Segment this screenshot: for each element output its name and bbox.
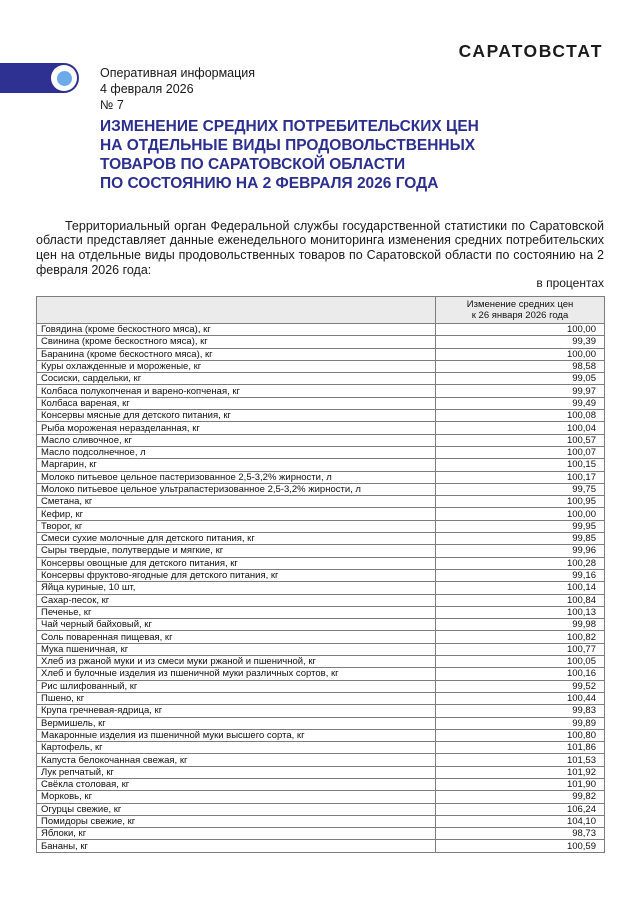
table-row [37, 791, 605, 803]
product-name-cell: Капуста белокочанная свежая, кг [37, 754, 436, 766]
table-row [37, 840, 605, 852]
table-row [37, 373, 605, 385]
table-row [37, 348, 605, 360]
product-name-cell: Говядина (кроме бескостного мяса), кг [37, 324, 436, 336]
table-row [37, 705, 605, 717]
table-row [37, 656, 605, 668]
product-name-cell: Вермишель, кг [37, 717, 436, 729]
product-name-cell: Пшено, кг [37, 692, 436, 704]
product-name-cell: Мука пшеничная, кг [37, 643, 436, 655]
value-header-line-1: Изменение средних цен [466, 298, 574, 310]
table-row [37, 569, 605, 581]
table-row [37, 496, 605, 508]
price-change-cell: 99,97 [436, 385, 605, 397]
table-row [37, 459, 605, 471]
table-row [37, 828, 605, 840]
table-row [37, 643, 605, 655]
table-row [37, 754, 605, 766]
table-row [37, 692, 605, 704]
table-row [37, 619, 605, 631]
table-row [37, 742, 605, 754]
price-change-cell: 100,08 [436, 410, 605, 422]
price-change-cell: 101,90 [436, 778, 605, 790]
product-name-cell: Молоко питьевое цельное пастеризованное 2,5-3,2% жирности, л [37, 471, 436, 483]
release-date: 4 февраля 2026 [100, 82, 194, 96]
product-name-cell: Рис шлифованный, кг [37, 680, 436, 692]
price-change-cell: 100,17 [436, 471, 605, 483]
product-name-cell: Соль поваренная пищевая, кг [37, 631, 436, 643]
product-name-cell: Колбаса вареная, кг [37, 397, 436, 409]
logo-ring-icon [51, 65, 77, 91]
table-row [37, 397, 605, 409]
table-row [37, 533, 605, 545]
price-change-cell: 100,28 [436, 557, 605, 569]
table-row [37, 766, 605, 778]
table-row [37, 717, 605, 729]
price-change-cell: 99,49 [436, 397, 605, 409]
table-row [37, 803, 605, 815]
product-name-cell: Чай черный байховый, кг [37, 619, 436, 631]
table-row [37, 508, 605, 520]
price-change-cell: 100,77 [436, 643, 605, 655]
product-name-cell: Маргарин, кг [37, 459, 436, 471]
price-change-cell: 100,84 [436, 594, 605, 606]
product-name-cell: Хлеб и булочные изделия из пшеничной муки различных сортов, кг [37, 668, 436, 680]
product-name-cell: Макаронные изделия из пшеничной муки высшего сорта, кг [37, 729, 436, 741]
title-line-4: ПО СОСТОЯНИЮ НА 2 ФЕВРАЛЯ 2026 ГОДА [100, 175, 439, 192]
price-change-cell: 100,00 [436, 348, 605, 360]
table-row [37, 557, 605, 569]
product-name-cell: Бананы, кг [37, 840, 436, 852]
product-name-cell: Печенье, кг [37, 606, 436, 618]
price-change-cell: 100,59 [436, 840, 605, 852]
release-number: № 7 [100, 98, 124, 112]
product-name-cell: Огурцы свежие, кг [37, 803, 436, 815]
agency-logo [0, 63, 79, 93]
table-row [37, 360, 605, 372]
price-change-cell: 99,05 [436, 373, 605, 385]
info-type-label: Оперативная информация [100, 66, 256, 80]
product-name-cell: Сосиски, сардельки, кг [37, 373, 436, 385]
price-change-cell: 98,73 [436, 828, 605, 840]
product-name-cell: Куры охлажденные и мороженые, кг [37, 360, 436, 372]
table-row [37, 422, 605, 434]
table-row [37, 778, 605, 790]
price-change-cell: 101,53 [436, 754, 605, 766]
product-name-cell: Масло подсолнечное, л [37, 446, 436, 458]
product-name-cell: Сахар-песок, кг [37, 594, 436, 606]
product-name-cell: Консервы фруктово-ягодные для детского питания, кг [37, 569, 436, 581]
price-change-cell: 99,82 [436, 791, 605, 803]
product-name-cell: Яблоки, кг [37, 828, 436, 840]
price-change-cell: 99,89 [436, 717, 605, 729]
price-change-cell: 100,15 [436, 459, 605, 471]
price-change-cell: 100,07 [436, 446, 605, 458]
price-change-cell: 101,86 [436, 742, 605, 754]
price-change-cell: 99,95 [436, 520, 605, 532]
price-change-cell: 99,52 [436, 680, 605, 692]
product-name-cell: Лук репчатый, кг [37, 766, 436, 778]
title-line-2: НА ОТДЕЛЬНЫЕ ВИДЫ ПРОДОВОЛЬСТВЕННЫХ [100, 137, 476, 154]
product-name-cell: Помидоры свежие, кг [37, 815, 436, 827]
value-header-line-2: к 26 января 2026 года [471, 310, 569, 321]
table-row [37, 582, 605, 594]
price-change-cell: 104,10 [436, 815, 605, 827]
product-name-cell: Картофель, кг [37, 742, 436, 754]
title-line-3: ТОВАРОВ ПО САРАТОВСКОЙ ОБЛАСТИ [100, 156, 406, 173]
product-name-cell: Яйца куриные, 10 шт, [37, 582, 436, 594]
product-name-cell: Свёкла столовая, кг [37, 778, 436, 790]
price-change-cell: 100,14 [436, 582, 605, 594]
price-change-cell: 100,00 [436, 508, 605, 520]
table-row [37, 594, 605, 606]
price-change-cell: 99,83 [436, 705, 605, 717]
price-change-cell: 100,05 [436, 656, 605, 668]
price-change-cell: 98,58 [436, 360, 605, 372]
product-name-cell: Молоко питьевое цельное ультрапастеризованное 2,5-3,2% жирности, л [37, 483, 436, 495]
product-name-cell: Морковь, кг [37, 791, 436, 803]
price-table-body [37, 324, 605, 853]
product-name-cell: Сметана, кг [37, 496, 436, 508]
price-change-cell: 99,75 [436, 483, 605, 495]
price-change-cell: 100,57 [436, 434, 605, 446]
product-name-cell: Кефир, кг [37, 508, 436, 520]
page-title [100, 117, 570, 193]
units-note: в процентах [536, 276, 604, 290]
product-name-cell: Крупа гречневая-ядрица, кг [37, 705, 436, 717]
price-change-cell: 100,16 [436, 668, 605, 680]
product-name-cell: Масло сливочное, кг [37, 434, 436, 446]
price-change-cell: 99,85 [436, 533, 605, 545]
table-row [37, 324, 605, 336]
table-row [37, 631, 605, 643]
price-change-cell: 99,96 [436, 545, 605, 557]
product-name-cell: Смеси сухие молочные для детского питания, кг [37, 533, 436, 545]
table-row [37, 815, 605, 827]
price-change-cell: 100,95 [436, 496, 605, 508]
price-change-cell: 99,98 [436, 619, 605, 631]
title-line-1: ИЗМЕНЕНИЕ СРЕДНИХ ПОТРЕБИТЕЛЬСКИХ ЦЕН [100, 118, 479, 135]
table-row [37, 385, 605, 397]
table-row [37, 520, 605, 532]
price-change-table [36, 296, 605, 853]
price-change-cell: 99,16 [436, 569, 605, 581]
product-name-cell: Баранина (кроме бескостного мяса), кг [37, 348, 436, 360]
price-change-cell: 101,92 [436, 766, 605, 778]
intro-paragraph: Территориальный орган Федеральной службы государственной статистики по Саратовской области представляет данные еженедельного мониторинга изменения средних потребительских цен на отдельные виды продовольственных товаров по Саратовской области по состоянию на 2 февраля 2026 года: [36, 218, 604, 277]
product-name-cell: Колбаса полукопченая и варено-копченая, кг [37, 385, 436, 397]
table-header [37, 297, 605, 324]
product-name-cell: Сыры твердые, полутвердые и мягкие, кг [37, 545, 436, 557]
price-change-cell: 100,13 [436, 606, 605, 618]
table-row [37, 668, 605, 680]
price-change-cell: 106,24 [436, 803, 605, 815]
price-change-cell: 100,44 [436, 692, 605, 704]
table-row [37, 434, 605, 446]
product-name-cell: Творог, кг [37, 520, 436, 532]
value-column-header [436, 297, 605, 324]
price-change-cell: 100,00 [436, 324, 605, 336]
logo-dot-icon [57, 71, 72, 86]
product-name-cell: Консервы мясные для детского питания, кг [37, 410, 436, 422]
price-change-cell: 99,39 [436, 336, 605, 348]
product-name-cell: Консервы овощные для детского питания, кг [37, 557, 436, 569]
agency-brand: САРАТОВСТАТ [458, 41, 603, 61]
table-row [37, 410, 605, 422]
table-row [37, 680, 605, 692]
price-change-cell: 100,04 [436, 422, 605, 434]
price-change-cell: 100,80 [436, 729, 605, 741]
price-change-cell: 100,82 [436, 631, 605, 643]
table-row [37, 606, 605, 618]
product-column-header [37, 297, 436, 324]
table-row [37, 729, 605, 741]
product-name-cell: Свинина (кроме бескостного мяса), кг [37, 336, 436, 348]
table-row [37, 336, 605, 348]
table-row [37, 471, 605, 483]
table-row [37, 446, 605, 458]
table-row [37, 545, 605, 557]
document-header [100, 65, 570, 193]
product-name-cell: Рыба мороженая неразделанная, кг [37, 422, 436, 434]
product-name-cell: Хлеб из ржаной муки и из смеси муки ржаной и пшеничной, кг [37, 656, 436, 668]
table-row [37, 483, 605, 495]
